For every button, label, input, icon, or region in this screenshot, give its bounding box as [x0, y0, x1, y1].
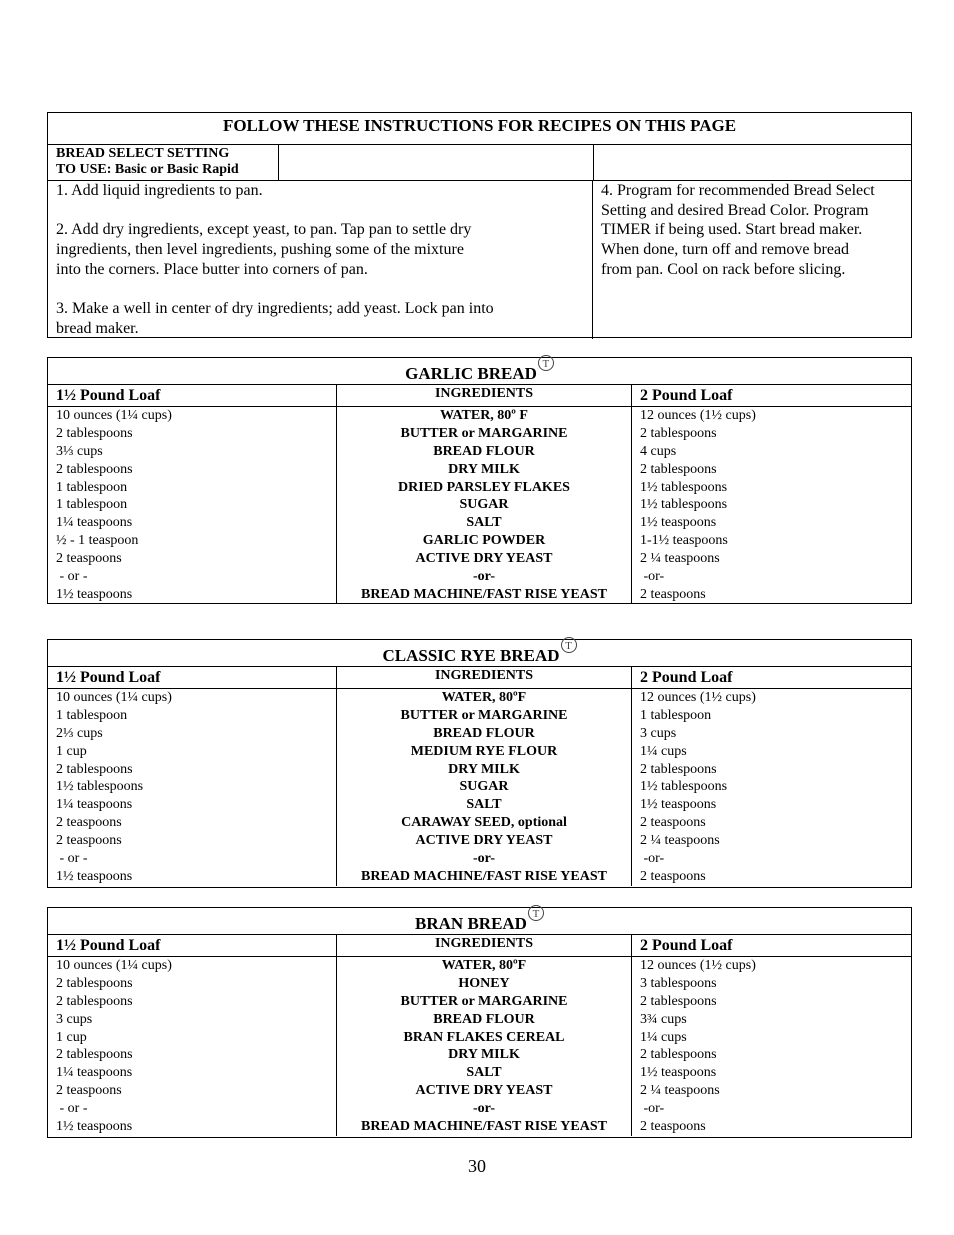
- large-loaf-amount: 12 ounces (1½ cups): [640, 958, 756, 973]
- small-loaf-amount: 1¼ teaspoons: [56, 515, 133, 531]
- ingredient-name: SALT: [466, 1065, 502, 1081]
- header-large-loaf: 2 Pound Loaf: [640, 937, 733, 954]
- ingredient-name: MEDIUM RYE FLOUR: [410, 743, 558, 759]
- large-loaf-amount: 1¼ cups: [640, 743, 687, 759]
- large-loaf-amount: 3 cups: [640, 725, 677, 741]
- bread-select-setting: [48, 145, 279, 180]
- step-2: 2. Add dry ingredients, except yeast, to pan. Tap pan to settle dry ingredients, then level ingredients, pushing some of the mixture into the corners. Place butter into corners of pan.: [56, 221, 472, 278]
- timer-icon: T: [538, 355, 554, 371]
- instruction-steps: [48, 181, 911, 339]
- timer-icon: T: [561, 637, 577, 653]
- large-loaf-amount: 2 teaspoons: [640, 1119, 706, 1135]
- large-loaf-amount: 1½ teaspoons: [640, 797, 717, 813]
- recipe-bran-bread: [47, 907, 912, 1138]
- large-loaf-column: [632, 957, 911, 1136]
- ingredient-name: BUTTER or MARGARINE: [400, 993, 568, 1009]
- ingredient-name: BREAD MACHINE/FAST RISE YEAST: [361, 868, 607, 884]
- small-loaf-amount: 1½ teaspoons: [56, 868, 133, 884]
- step-1: 1. Add liquid ingredients to pan.: [56, 182, 263, 199]
- timer-icon: T: [528, 905, 544, 921]
- ingredient-name: -or-: [472, 1101, 496, 1117]
- small-loaf-amount: 3 cups: [56, 1011, 93, 1027]
- small-loaf-amount: 2 tablespoons: [56, 461, 133, 477]
- recipe-title: [48, 358, 911, 385]
- large-loaf-amount: 1½ teaspoons: [640, 1065, 717, 1081]
- small-loaf-amount: 10 ounces (1¼ cups): [56, 690, 172, 705]
- large-loaf-amount: 2 tablespoons: [640, 761, 717, 777]
- ingredient-name: BREAD FLOUR: [433, 725, 535, 741]
- small-loaf-amount: 2 tablespoons: [56, 761, 133, 777]
- small-loaf-amount: 1½ tablespoons: [56, 779, 144, 795]
- large-loaf-amount: 2 tablespoons: [640, 1047, 717, 1063]
- ingredient-name: SALT: [466, 515, 502, 531]
- header-ingredients: INGREDIENTS: [337, 385, 632, 406]
- small-loaf-amount: ½ - 1 teaspoon: [56, 533, 139, 549]
- ingredient-name: BREAD FLOUR: [433, 443, 535, 459]
- large-loaf-column: [632, 407, 911, 604]
- ingredient-name: BREAD FLOUR: [433, 1011, 535, 1027]
- empty-cell: [279, 145, 594, 180]
- small-loaf-amount: 1¼ teaspoons: [56, 797, 133, 813]
- ingredient-name: SALT: [466, 797, 502, 813]
- large-loaf-amount: -or-: [640, 569, 665, 585]
- large-loaf-amount: 2 tablespoons: [640, 461, 717, 477]
- small-loaf-amount: - or -: [56, 569, 88, 585]
- small-loaf-amount: 2⅓ cups: [56, 725, 103, 741]
- small-loaf-amount: 1¼ teaspoons: [56, 1065, 133, 1081]
- header-ingredients: INGREDIENTS: [337, 935, 632, 956]
- small-loaf-amount: 2 teaspoons: [56, 1083, 122, 1099]
- ingredient-name: DRY MILK: [448, 461, 520, 477]
- large-loaf-amount: 1½ tablespoons: [640, 497, 728, 513]
- ingredient-name: DRY MILK: [448, 1047, 520, 1063]
- large-loaf-amount: 3 tablespoons: [640, 975, 717, 991]
- small-loaf-amount: 10 ounces (1¼ cups): [56, 958, 172, 973]
- recipe-classic-rye-bread: [47, 639, 912, 888]
- recipe-title-text: CLASSIC RYE BREAD: [382, 646, 560, 665]
- large-loaf-amount: -or-: [640, 1101, 665, 1117]
- large-loaf-amount: 1 tablespoon: [640, 707, 712, 723]
- large-loaf-column: [632, 689, 911, 886]
- large-loaf-amount: 2 ¼ teaspoons: [640, 1083, 720, 1099]
- recipe-header-row: [48, 935, 911, 957]
- ingredient-name: BRAN FLAKES CEREAL: [403, 1029, 565, 1045]
- small-loaf-column: [48, 689, 337, 886]
- recipe-garlic-bread: [47, 357, 912, 604]
- step-3: 3. Make a well in center of dry ingredients; add yeast. Lock pan into bread maker.: [56, 300, 494, 337]
- large-loaf-amount: 2 tablespoons: [640, 993, 717, 1009]
- large-loaf-amount: 2 teaspoons: [640, 815, 706, 831]
- small-loaf-amount: 1 cup: [56, 1029, 87, 1045]
- instructions-box: [47, 112, 912, 338]
- ingredient-name: WATER, 80ºF: [441, 958, 527, 973]
- recipe-header-row: [48, 385, 911, 407]
- ingredients-column: [337, 957, 632, 1136]
- header-small-loaf: 1½ Pound Loaf: [48, 667, 337, 688]
- small-loaf-amount: 1½ teaspoons: [56, 1119, 133, 1135]
- ingredient-name: BREAD MACHINE/FAST RISE YEAST: [361, 1119, 607, 1135]
- small-loaf-amount: 1 tablespoon: [56, 707, 128, 723]
- small-loaf-amount: 2 tablespoons: [56, 1047, 133, 1063]
- ingredient-name: WATER, 80º F: [440, 408, 528, 423]
- small-loaf-amount: 1 tablespoon: [56, 479, 128, 495]
- large-loaf-amount: -or-: [640, 851, 665, 867]
- recipe-header-row: [48, 667, 911, 689]
- ingredient-name: BUTTER or MARGARINE: [400, 707, 568, 723]
- large-loaf-amount: 12 ounces (1½ cups): [640, 408, 756, 423]
- instructions-title: FOLLOW THESE INSTRUCTIONS FOR RECIPES ON THIS PAGE: [48, 113, 911, 145]
- steps-right: [593, 181, 911, 339]
- header-large-loaf: 2 Pound Loaf: [640, 669, 733, 686]
- large-loaf-amount: 1½ teaspoons: [640, 515, 717, 531]
- large-loaf-amount: 2 ¼ teaspoons: [640, 833, 720, 849]
- ingredient-name: GARLIC POWDER: [422, 533, 546, 549]
- large-loaf-amount: 2 tablespoons: [640, 425, 717, 441]
- ingredient-name: ACTIVE DRY YEAST: [415, 833, 553, 849]
- setting-line-2: TO USE: Basic or Basic Rapid: [56, 162, 239, 177]
- recipe-title: [48, 908, 911, 935]
- large-loaf-amount: 1¼ cups: [640, 1029, 687, 1045]
- large-loaf-amount: 2 teaspoons: [640, 586, 706, 602]
- small-loaf-amount: - or -: [56, 851, 88, 867]
- large-loaf-amount: 3¾ cups: [640, 1011, 687, 1027]
- small-loaf-amount: 2 tablespoons: [56, 975, 133, 991]
- ingredient-name: DRY MILK: [448, 761, 520, 777]
- setting-line-1: BREAD SELECT SETTING: [56, 146, 230, 161]
- ingredient-name: BUTTER or MARGARINE: [400, 425, 568, 441]
- header-large-loaf: 2 Pound Loaf: [640, 387, 733, 404]
- small-loaf-column: [48, 957, 337, 1136]
- page-number: 30: [468, 1156, 486, 1176]
- ingredient-name: -or-: [472, 569, 496, 585]
- small-loaf-amount: 2 tablespoons: [56, 425, 133, 441]
- small-loaf-amount: 1½ teaspoons: [56, 586, 133, 602]
- steps-left: [48, 181, 593, 339]
- bread-select-row: [48, 145, 911, 181]
- ingredient-name: ACTIVE DRY YEAST: [415, 1083, 553, 1099]
- small-loaf-column: [48, 407, 337, 604]
- large-loaf-amount: 2 teaspoons: [640, 868, 706, 884]
- header-ingredients: INGREDIENTS: [337, 667, 632, 688]
- small-loaf-amount: 10 ounces (1¼ cups): [56, 408, 172, 423]
- empty-cell: [594, 145, 911, 180]
- ingredient-name: DRIED PARSLEY FLAKES: [398, 479, 570, 495]
- recipe-rows: [48, 689, 911, 886]
- ingredient-name: CARAWAY SEED, optional: [401, 815, 567, 831]
- header-small-loaf: 1½ Pound Loaf: [48, 935, 337, 956]
- ingredient-name: ACTIVE DRY YEAST: [415, 551, 553, 567]
- large-loaf-amount: 1-1½ teaspoons: [640, 533, 728, 549]
- large-loaf-amount: 2 ¼ teaspoons: [640, 551, 720, 567]
- small-loaf-amount: 2 teaspoons: [56, 551, 122, 567]
- large-loaf-amount: 1½ tablespoons: [640, 479, 728, 495]
- small-loaf-amount: 2 teaspoons: [56, 833, 122, 849]
- ingredient-name: SUGAR: [459, 779, 509, 795]
- ingredient-name: BREAD MACHINE/FAST RISE YEAST: [361, 586, 607, 602]
- header-small-loaf: 1½ Pound Loaf: [48, 385, 337, 406]
- ingredient-name: SUGAR: [459, 497, 509, 513]
- large-loaf-amount: 4 cups: [640, 443, 677, 459]
- recipe-title-text: GARLIC BREAD: [405, 364, 537, 383]
- step-4: 4. Program for recommended Bread Select Setting and desired Bread Color. Program TIMER if being used. Start bread maker. When done, turn off and remove bread from pan. Cool on rack before slicing.: [601, 182, 875, 278]
- small-loaf-amount: - or -: [56, 1101, 88, 1117]
- small-loaf-amount: 1 cup: [56, 743, 87, 759]
- ingredient-name: -or-: [472, 851, 496, 867]
- recipe-rows: [48, 407, 911, 604]
- large-loaf-amount: 1½ tablespoons: [640, 779, 728, 795]
- recipe-rows: [48, 957, 911, 1136]
- ingredient-name: HONEY: [458, 975, 510, 991]
- ingredient-name: WATER, 80ºF: [441, 690, 527, 705]
- large-loaf-amount: 12 ounces (1½ cups): [640, 690, 756, 705]
- recipe-title-text: BRAN BREAD: [415, 914, 527, 933]
- small-loaf-amount: 3⅓ cups: [56, 443, 103, 459]
- recipe-title: [48, 640, 911, 667]
- small-loaf-amount: 2 teaspoons: [56, 815, 122, 831]
- ingredients-column: [337, 407, 632, 604]
- small-loaf-amount: 2 tablespoons: [56, 993, 133, 1009]
- ingredients-column: [337, 689, 632, 886]
- small-loaf-amount: 1 tablespoon: [56, 497, 128, 513]
